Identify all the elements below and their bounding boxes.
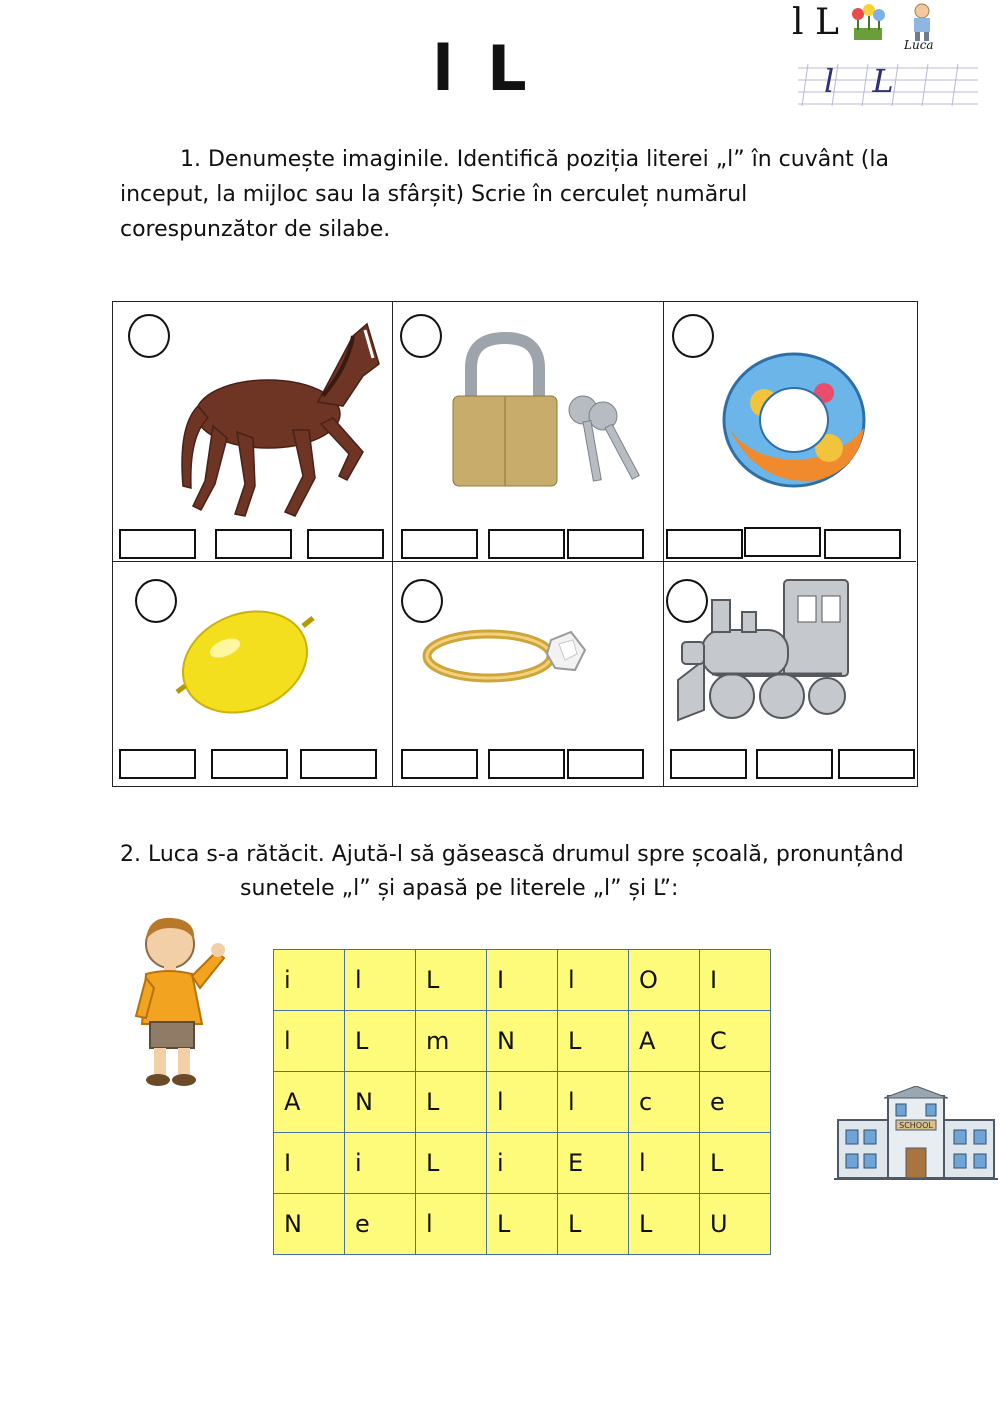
- boy-small-icon: [904, 2, 940, 42]
- lemon-icon: [173, 604, 318, 719]
- maze-cell[interactable]: i: [345, 1133, 416, 1194]
- maze-cell[interactable]: e: [345, 1194, 416, 1255]
- syllable-box[interactable]: [401, 529, 478, 559]
- syllable-box[interactable]: [824, 529, 901, 559]
- syllable-box[interactable]: [567, 529, 644, 559]
- maze-cell[interactable]: l: [416, 1194, 487, 1255]
- syllable-box[interactable]: [401, 749, 478, 779]
- picture-cell-swim-ring: [664, 302, 916, 562]
- maze-cell[interactable]: A: [629, 1011, 700, 1072]
- maze-cell[interactable]: l: [558, 1072, 629, 1133]
- maze-cell[interactable]: m: [416, 1011, 487, 1072]
- horse-icon: [153, 306, 383, 526]
- swim-ring-icon: [719, 348, 869, 493]
- ring-icon: [419, 610, 594, 700]
- picture-cell-horse: [113, 302, 393, 562]
- maze-cell[interactable]: l: [629, 1133, 700, 1194]
- syllable-box[interactable]: [744, 527, 821, 557]
- maze-cell[interactable]: i: [487, 1133, 558, 1194]
- syllable-box[interactable]: [666, 529, 743, 559]
- maze-cell[interactable]: l: [274, 1011, 345, 1072]
- maze-cell[interactable]: N: [345, 1072, 416, 1133]
- corner-logo-script-letters: l L: [824, 62, 908, 100]
- maze-cell[interactable]: L: [558, 1011, 629, 1072]
- maze-cell[interactable]: E: [558, 1133, 629, 1194]
- maze-cell[interactable]: I: [274, 1133, 345, 1194]
- maze-row: [274, 950, 771, 1011]
- maze-cell[interactable]: L: [416, 1133, 487, 1194]
- padlock-icon: [433, 330, 643, 500]
- task2-instructions: [120, 838, 920, 906]
- syllable-circle[interactable]: [672, 314, 714, 358]
- syllable-circle[interactable]: [135, 579, 177, 623]
- school-icon: [834, 1086, 998, 1184]
- maze-row: [274, 1072, 771, 1133]
- maze-cell[interactable]: L: [416, 1072, 487, 1133]
- maze-cell[interactable]: L: [345, 1011, 416, 1072]
- syllable-box[interactable]: [488, 529, 565, 559]
- maze-cell[interactable]: N: [274, 1194, 345, 1255]
- syllable-box[interactable]: [756, 749, 833, 779]
- task2-line1: 2. Luca s-a rătăcit. Ajută-l să găsească drumul spre școală, pronunțând: [120, 842, 904, 867]
- syllable-box[interactable]: [567, 749, 644, 779]
- flowers-icon: [846, 2, 890, 42]
- syllable-box[interactable]: [307, 529, 384, 559]
- syllable-circle[interactable]: [128, 314, 170, 358]
- maze-cell[interactable]: l: [487, 1072, 558, 1133]
- maze-cell[interactable]: i: [274, 950, 345, 1011]
- syllable-box[interactable]: [215, 529, 292, 559]
- maze-cell[interactable]: O: [629, 950, 700, 1011]
- task2-line2: sunetele „l” și apasă pe literele „l” și L”:: [240, 876, 679, 901]
- maze-cell[interactable]: L: [487, 1194, 558, 1255]
- syllable-box[interactable]: [670, 749, 747, 779]
- school-sign: SCHOOL: [899, 1121, 933, 1130]
- syllable-box[interactable]: [300, 749, 377, 779]
- maze-cell[interactable]: N: [487, 1011, 558, 1072]
- maze-cell[interactable]: l: [558, 950, 629, 1011]
- maze-cell[interactable]: l: [345, 950, 416, 1011]
- boy-luca-icon: [128, 912, 233, 1092]
- maze-row: [274, 1011, 771, 1072]
- maze-cell[interactable]: C: [700, 1011, 771, 1072]
- syllable-box[interactable]: [119, 749, 196, 779]
- picture-cell-padlock: [393, 302, 664, 562]
- picture-cell-locomotive: [664, 562, 916, 786]
- maze-cell[interactable]: I: [487, 950, 558, 1011]
- maze-cell[interactable]: U: [700, 1194, 771, 1255]
- corner-logo-caption: Luca: [904, 38, 934, 52]
- syllable-circle[interactable]: [401, 579, 443, 623]
- maze-row: [274, 1133, 771, 1194]
- picture-cell-ring: [393, 562, 664, 786]
- corner-logo-letters: l L: [792, 2, 839, 43]
- maze-cell[interactable]: L: [629, 1194, 700, 1255]
- task1-text: 1. Denumește imaginile. Identifică poziția literei „l” în cuvânt (la inceput, la mijloc sau la sfârșit) Scrie în cerculeț numărul corespunzător de silabe.: [120, 147, 889, 242]
- maze-cell[interactable]: L: [700, 1133, 771, 1194]
- letter-maze: [273, 949, 771, 1255]
- maze-cell[interactable]: A: [274, 1072, 345, 1133]
- page-title: l L: [432, 32, 533, 105]
- syllable-box[interactable]: [119, 529, 196, 559]
- maze-row: [274, 1194, 771, 1255]
- syllable-circle[interactable]: [666, 579, 708, 623]
- maze-cell[interactable]: L: [416, 950, 487, 1011]
- picture-cell-lemon: [113, 562, 393, 786]
- corner-logo: [780, 0, 990, 112]
- syllable-box[interactable]: [838, 749, 915, 779]
- maze-cell[interactable]: I: [700, 950, 771, 1011]
- syllable-box[interactable]: [488, 749, 565, 779]
- picture-grid: [112, 301, 918, 787]
- task1-instructions: [120, 142, 910, 247]
- maze-cell[interactable]: e: [700, 1072, 771, 1133]
- maze-cell[interactable]: L: [558, 1194, 629, 1255]
- maze-cell[interactable]: c: [629, 1072, 700, 1133]
- syllable-circle[interactable]: [400, 314, 442, 358]
- syllable-box[interactable]: [211, 749, 288, 779]
